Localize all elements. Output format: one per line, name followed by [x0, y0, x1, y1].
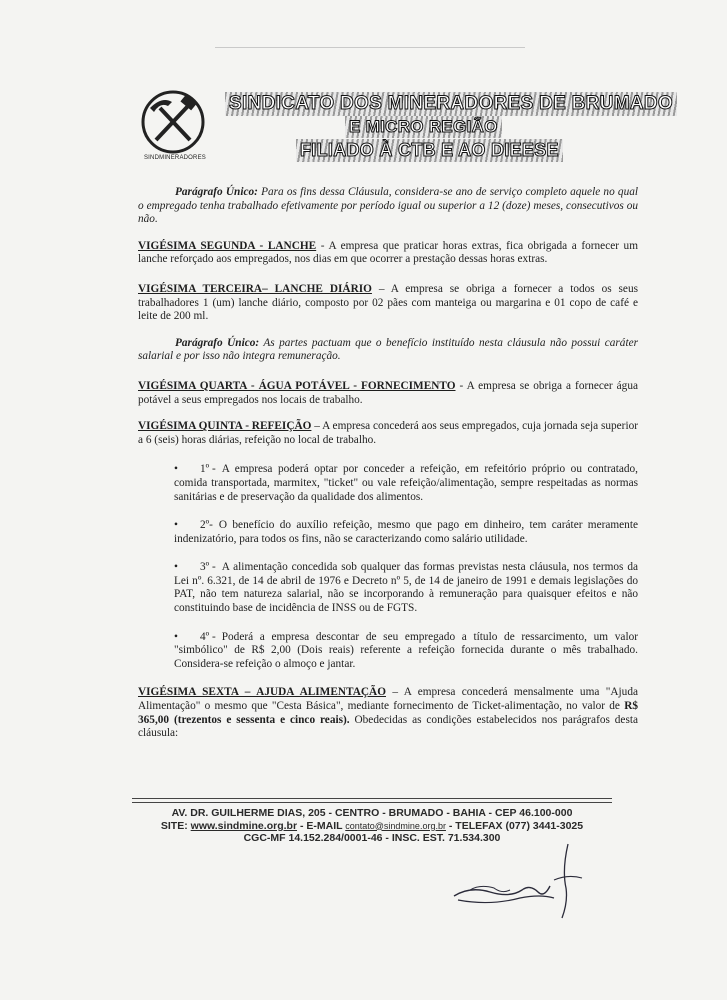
- footer-contacts: [132, 820, 612, 833]
- affiliation-line: FILIADO À CTB E AO DIEESE: [296, 139, 563, 162]
- list-item: [138, 561, 638, 615]
- handwritten-signature-icon: [450, 840, 590, 920]
- bullet-icon: •: [174, 630, 178, 643]
- clause-title: VIGÉSIMA TERCEIRA– LANCHE DIÁRIO: [138, 282, 372, 295]
- clause-25: [138, 420, 638, 447]
- item-number: 1º -: [200, 463, 216, 476]
- bullet-icon: •: [174, 561, 178, 574]
- clause-title: VIGÉSIMA SEXTA – AJUDA ALIMENTAÇÃO: [138, 686, 386, 699]
- phone-text: - TELEFAX (077) 3441-3025: [445, 819, 584, 832]
- footer-cgc: CGC-MF 14.152.284/0001-46 - INSC. EST. 71.534.300: [243, 832, 501, 845]
- list-item: [138, 463, 638, 504]
- clause-text: - A empresa que praticar horas extras, fica obrigada a fornecer um lanche reforçado aos empregados, nos dias em que ocorrer a prestação dessas horas extras.: [138, 239, 638, 266]
- clause-text: – A empresa concederá aos seus empregados, cuja jornada seja superior a 6 (seis) horas diárias, refeição no local de trabalho.: [138, 420, 638, 446]
- footer-divider: [132, 798, 612, 799]
- logo-caption: SINDMINERADORES: [143, 155, 206, 161]
- footer-divider: [132, 802, 612, 803]
- paragraph-unico-1: [138, 186, 638, 227]
- paragraph-text: As partes pactuam que o benefício instituído nesta cláusula não possui caráter salarial e por isso não integra remuneração.: [138, 336, 638, 363]
- paragraph-label: Parágrafo Único:: [175, 186, 258, 198]
- clause-text: – A empresa se obriga a fornecer a todos os seus trabalhadores 1 (um) lanche diário, composto por 02 pães com manteiga ou margarina e 01 copo de café e leite de 200 ml.: [138, 282, 638, 323]
- email-link[interactable]: contato@sindmine.org.br: [345, 820, 446, 831]
- clause-text: - A empresa se obriga a fornecer água potável a seus empregados nos locais de trabalho.: [138, 379, 638, 406]
- item-text: A alimentação concedida sob qualquer das formas previstas nesta cláusula, nos termos da Lei nº. 6.321, de 14 de abril de 1976 e Decreto nº 5, de 14 de janeiro de 1991 e demais legislações do PAT, não tem natureza salarial, não se incorporando à remuneração para quaisquer efeitos e não constituindo base de incidência de INSS ou de FGTS.: [174, 561, 638, 615]
- letterhead-footer: [132, 798, 612, 845]
- site-link[interactable]: www.sindmine.org.br: [190, 819, 298, 832]
- clause-title: VIGÉSIMA QUINTA - REFEIÇÃO: [138, 420, 312, 433]
- clause-title: VIGÉSIMA QUARTA - ÁGUA POTÁVEL - FORNECIMENTO: [138, 379, 456, 392]
- clause-24: [138, 380, 638, 407]
- item-number: 3º -: [200, 561, 216, 574]
- bullet-icon: •: [174, 463, 178, 476]
- crossed-hammer-pickaxe-icon: [138, 88, 208, 156]
- paragraph-text: Para os fins dessa Cláusula, considera-se ano de serviço completo aquele no qual o empregado tenha trabalhado efetivamente por período igual ou superior a 12 (doze) meses, consecutivos ou não.: [138, 186, 639, 226]
- document-body: [138, 186, 638, 754]
- item-text: Poderá a empresa descontar de seu empregado a título de ressarcimento, um valor "simbólico" de R$ 2,00 (Dois reais) referente a refeição fornecida durante o mês trabalhado. Considera-se refeição o almoço e jantar.: [174, 630, 638, 670]
- item-number: 2º-: [200, 519, 213, 532]
- clause-value: R$ 365,00 (trezentos e sessenta e cinco reais).: [138, 700, 638, 726]
- paragraph-label: Parágrafo Único:: [175, 336, 260, 349]
- clause-26: [138, 686, 638, 740]
- bullet-icon: •: [174, 519, 178, 532]
- list-item: [138, 631, 638, 672]
- paragraph-unico-2: [138, 337, 638, 364]
- clause-text: Obedecidas as condições estabelecidos nos parágrafos desta cláusula:: [138, 713, 638, 740]
- item-text: O benefício do auxílio refeição, mesmo que pago em dinheiro, tem caráter meramente indenizatório, para todos os fins, não se caracterizando como salário utilidade.: [174, 519, 638, 545]
- clause-22: [138, 240, 638, 267]
- clause-title: VIGÉSIMA SEGUNDA - LANCHE: [138, 239, 317, 252]
- top-divider: [215, 47, 525, 48]
- list-item: [138, 519, 638, 546]
- email-label: - E-MAIL: [297, 819, 346, 832]
- union-name-line2: E MICRO REGIÃO: [345, 116, 502, 138]
- clause-text: – A empresa concederá mensalmente uma "Ajuda Alimentação" o mesmo que "Cesta Básica", mediante fornecimento de Ticket-alimentação, no valor de: [138, 686, 638, 713]
- item-text: A empresa poderá optar por conceder a refeição, em refeitório próprio ou contratado, comida transportada, marmitex, "ticket" ou vale refeição/alimentação, sempre respeitadas as normas sanitárias e de preservação da qualidade dos alimentos.: [174, 463, 638, 503]
- item-number: 4º -: [200, 630, 216, 643]
- footer-address: AV. DR. GUILHERME DIAS, 205 - CENTRO - BRUMADO - BAHIA - CEP 46.100-000: [171, 807, 573, 819]
- clause-23: [138, 283, 638, 324]
- union-name-line1: SINDICATO DOS MINERADORES DE BRUMADO: [225, 92, 677, 116]
- site-label: SITE:: [160, 819, 191, 832]
